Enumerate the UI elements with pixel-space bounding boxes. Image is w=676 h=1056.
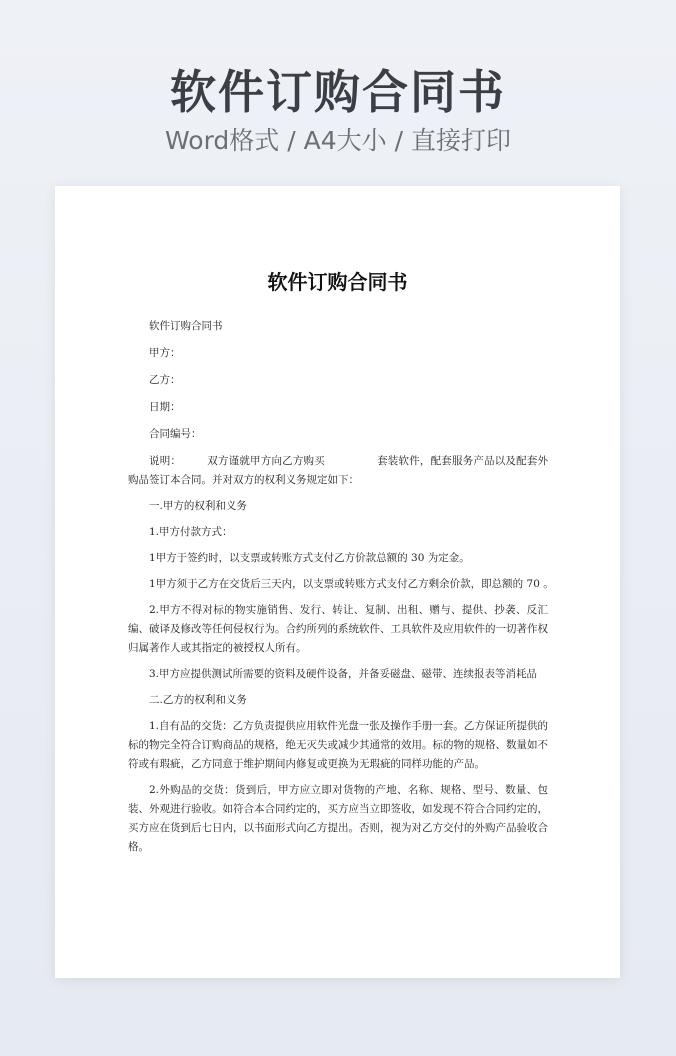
header-field-party-a: 甲方： [149,347,181,359]
banner-title: 软件订购合同书 [170,65,506,119]
payment-line-2: 1甲方须于乙方在交货后三天内，以支票或转账方式支付乙方剩余价款，即总额的 70 。 [149,578,554,590]
intro-paragraph [128,452,548,490]
document-page [55,186,620,978]
section2-item2-paragraph: 2.外购品的交货：货到后，甲方应立即对货物的产地、名称、规格、型号、数量、包装、外观进行验收。如符合本合同约定的，买方应当立即签收，如发现不符合合同约定的，买方应在货到后七日内，以书面形式向乙方提出。否则，视为对乙方交付的外购产品验收合格。 [128,784,548,853]
section1-heading: 一.甲方的权利和义务 [149,500,247,512]
header-field-date: 日期： [149,401,181,413]
item3-paragraph: 3.甲方应提供测试所需要的资料及硬件设备，并备妥磁盘、磁带、连续报表等消耗品 [149,668,538,680]
document-body [128,317,554,864]
header-field-name: 软件订购合同书 [149,320,223,332]
section2-heading: 二.乙方的权利和义务 [149,694,247,706]
item1-heading: 1.甲方付款方式： [149,526,233,538]
header-field-contract-no: 合同编号： [149,428,202,440]
intro-part1: 双方谨就甲方向乙方购买 [207,455,325,467]
header-field-party-b: 乙方： [149,374,181,386]
item2-paragraph: 2.甲方不得对标的物实施销售、发行、转让、复制、出租、赠与、提供、抄袭、反汇编、破译及修改等任何侵权行为。合约所列的系统软件、工具软件及应用软件的一切著作权归属著作人或其指定的被授权人所有。 [128,604,548,654]
intro-label: 说明： [149,455,182,467]
section2-item1-paragraph: 1.自有品的交货：乙方负责提供应用软件光盘一张及操作手册一套。乙方保证所提供的标的物完全符合订购商品的规格，绝无灭失或减少其通常的效用。标的物的规格、数量如不符或有瑕疵，乙方同意于维护期间内修复或更换为无瑕疵的同样功能的产品。 [128,720,548,770]
banner-subtitle: Word格式 / A4大小 / 直接打印 [165,126,511,155]
payment-line-1: 1甲方于签约时，以支票或转账方式支付乙方价款总额的 30 为定金。 [149,552,470,564]
banner [0,62,676,158]
document-title: 软件订购合同书 [267,270,408,294]
intro-part2: 套装软件，配套服务产品以及配套外购品签订本合同。并对双方的权利义务规定如下： [128,455,549,486]
